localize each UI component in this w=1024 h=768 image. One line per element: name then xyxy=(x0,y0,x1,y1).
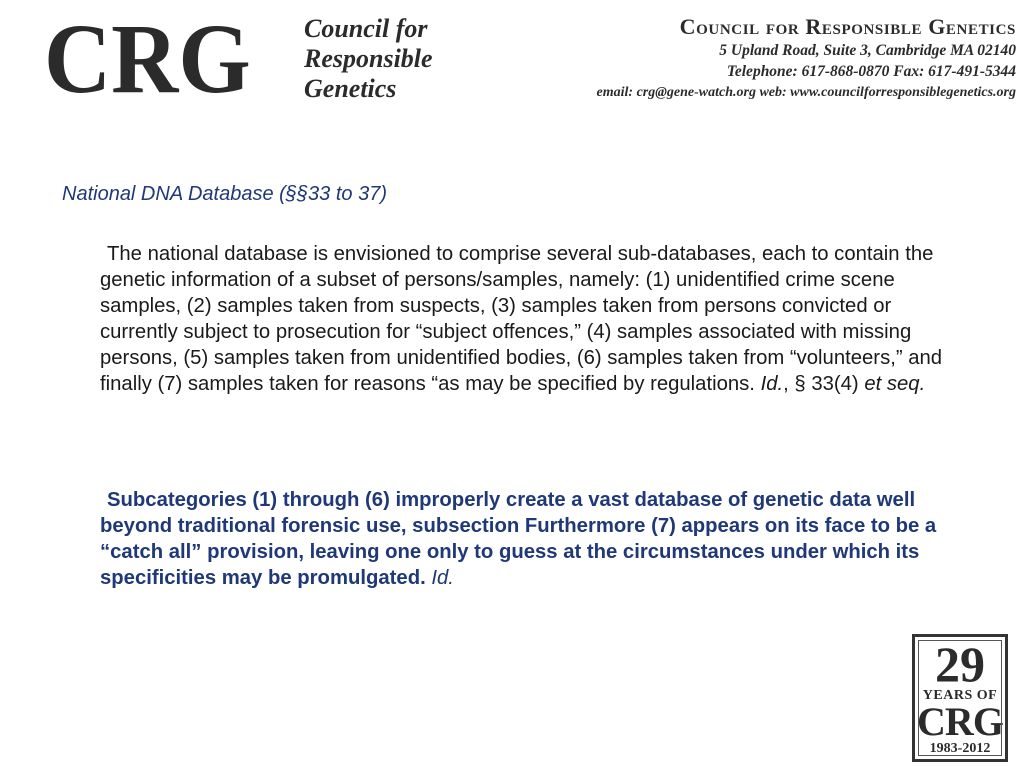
citation-id-2: Id. xyxy=(431,566,454,589)
paragraph-subcategories-critique xyxy=(100,488,960,592)
paragraph-2-text: Subcategories (1) through (6) improperly create a vast database of genetic data well beyond traditional forensic use, subsection Furthermore (7) appears on its face to be a “catch all” provision, leaving one only to guess at the circumstances under which its specificities may be promulgated. xyxy=(100,489,937,589)
email-web: email: crg@gene-watch.org web: www.councilforresponsiblegenetics.org xyxy=(596,85,1016,100)
anniversary-badge xyxy=(912,634,1008,762)
contact-block xyxy=(597,14,1016,103)
paragraph-database-description xyxy=(100,242,960,397)
badge-year-range: 1983-2012 xyxy=(929,740,991,756)
badge-inner-border xyxy=(918,636,1002,756)
citation-section: , § 33(4) xyxy=(783,372,859,395)
badge-years-number: 29 xyxy=(935,636,985,692)
organization-name: Council for Responsible Genetics xyxy=(679,14,1016,39)
badge-years-of: YEARS OF xyxy=(922,687,998,703)
citation-id: Id. xyxy=(760,372,784,395)
citation-et-seq: et seq. xyxy=(864,372,926,395)
logo-name-line-3: Genetics xyxy=(304,74,397,103)
badge-crg: CRG xyxy=(917,699,1003,745)
phone-fax: Telephone: 617-868-0870 Fax: 617-491-5344 xyxy=(726,63,1016,80)
paragraph-1-text: The national database is envisioned to comprise several sub-databases, each to contain the genetic information of a subset of persons/samples, namely: (1) unidentified crime scene samples, (2) samples taken from suspects, (3) samples taken from persons convicted or currently subject to prosecution for “subject offences,” (4) samples associated with missing persons, (5) samples taken from unidentified bodies, (6) samples taken from “volunteers,” and finally (7) samples taken for reasons “as may be specified by regulations. xyxy=(100,243,943,395)
logo-name-line-2: Responsible xyxy=(304,44,433,73)
logo-name-line-1: Council for xyxy=(304,14,428,43)
crg-logo: CRG xyxy=(44,3,251,114)
section-title: National DNA Database (§§33 to 37) xyxy=(62,183,387,205)
logo-organization-name xyxy=(304,14,433,104)
address: 5 Upland Road, Suite 3, Cambridge MA 02140 xyxy=(719,42,1016,59)
